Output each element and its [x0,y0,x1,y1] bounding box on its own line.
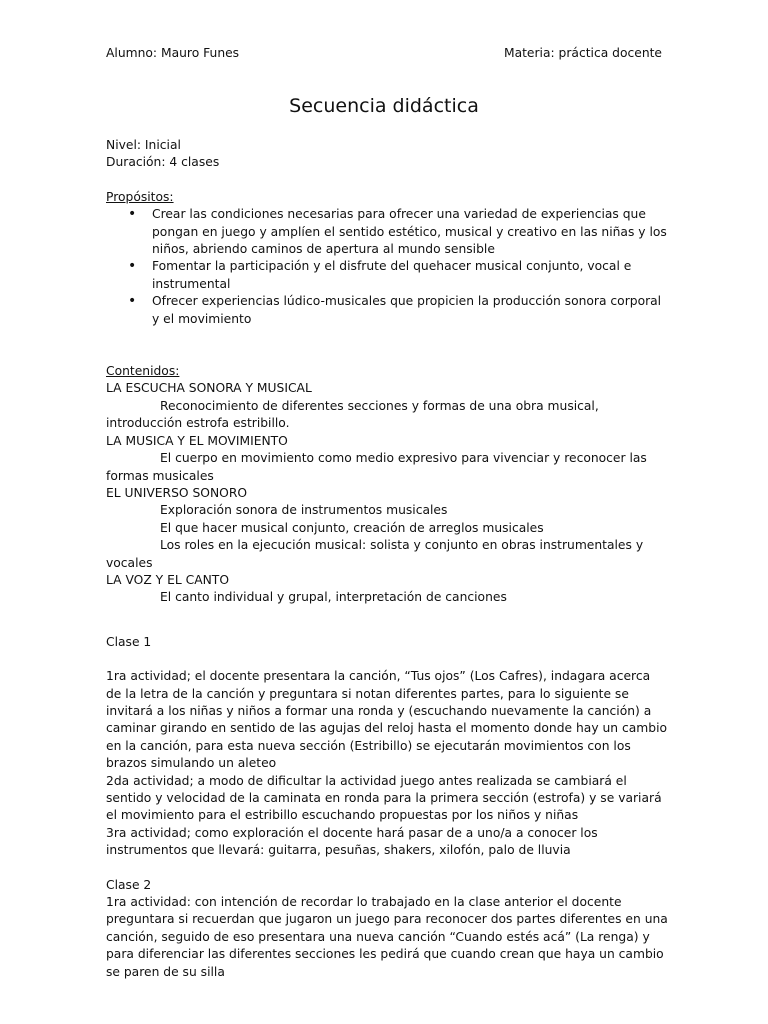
document-header [106,45,662,62]
level-line: Nivel: Inicial [106,138,181,152]
content-line: Exploración sonora de instrumentos musicales [160,503,448,518]
content-line: El cuerpo en movimiento como medio expresivo para vivenciar y reconocer las formas musicales [106,451,647,483]
class-1-activity: 3ra actividad; como exploración el docente hará pasar de a uno/a a conocer los instrumentos que llevará: guitarra, pesuñas, shakers, xilofón, palo de lluvia [106,825,598,858]
purpose-item: • Crear las condiciones necesarias para ofrecer una variedad de experiencias que pongan en juego y amplíen el sentido estético, musical y creativo en las niñas y los niños, abriendo caminos de apertura al mundo sensible [106,206,668,258]
content-section-title: LA VOZ Y EL CANTO [106,572,229,587]
purpose-item: • Ofrecer experiencias lúdico-musicales que propicien la producción sonora corporal y el movimiento [106,293,668,328]
content-line: El canto individual y grupal, interpretación de canciones [160,590,507,605]
document-body [106,137,668,981]
content-section-title: LA ESCUCHA SONORA Y MUSICAL [106,381,312,396]
subject-name: Materia: práctica docente [503,46,662,60]
class-1-activity: 2da actividad; a modo de dificultar la actividad juego antes realizada se cambiará el sentido y velocidad de la caminata en ronda para la primera sección (estrofa) y se variará el movimiento para el estribillo escuchando propuestas por los niños y niñas [106,773,662,823]
class-1-title: Clase 1 [106,634,152,649]
content-line: Los roles en la ejecución musical: solista y conjunto en obras instrumentales y vocales [106,538,644,570]
contents-heading: Contenidos: [106,364,180,379]
class-1-activity: 1ra actividad; el docente presentara la canción, “Tus ojos” (Los Cafres), indagara acerca de la letra de la canción y preguntara si notan diferentes partes, para lo siguiente se invitará a los niñas y niños a formar una ronda y (escuchando nuevamente la canción) a caminar girando en sentido de las agujas del reloj hasta el momento donde hay un cambio en la canción, para esta nueva sección (Estribillo) se ejecutarán movimientos con los brazos simulando un aleteo [106,669,668,771]
student-name: Alumno: Mauro Funes [106,46,240,60]
purposes-list [106,206,668,328]
document-title: Secuencia didáctica [289,95,479,117]
class-2-title: Clase 2 [106,877,152,892]
class-2-activity: 1ra actividad: con intención de recordar lo trabajado en la clase anterior el docente preguntara si recuerdan que jugaron un juego para reconocer dos partes diferentes en una canción, seguido de eso presentara una nueva canción “Cuando estés acá” (La renga) y para diferenciar las diferentes secciones les pedirá que cuando crean que haya un cambio se paren de su silla [106,895,668,979]
duration-line: Duración: 4 clases [106,155,220,170]
purpose-item: • Fomentar la participación y el disfrute del quehacer musical conjunto, vocal e instrumental [106,258,668,293]
content-section-title: LA MUSICA Y EL MOVIMIENTO [106,433,288,448]
purposes-heading: Propósitos: [106,189,174,204]
content-line: El que hacer musical conjunto, creación de arreglos musicales [160,520,544,535]
content-section-title: EL UNIVERSO SONORO [106,485,248,500]
content-line: Reconocimiento de diferentes secciones y formas de una obra musical, introducción estrofa estribillo. [106,398,599,431]
